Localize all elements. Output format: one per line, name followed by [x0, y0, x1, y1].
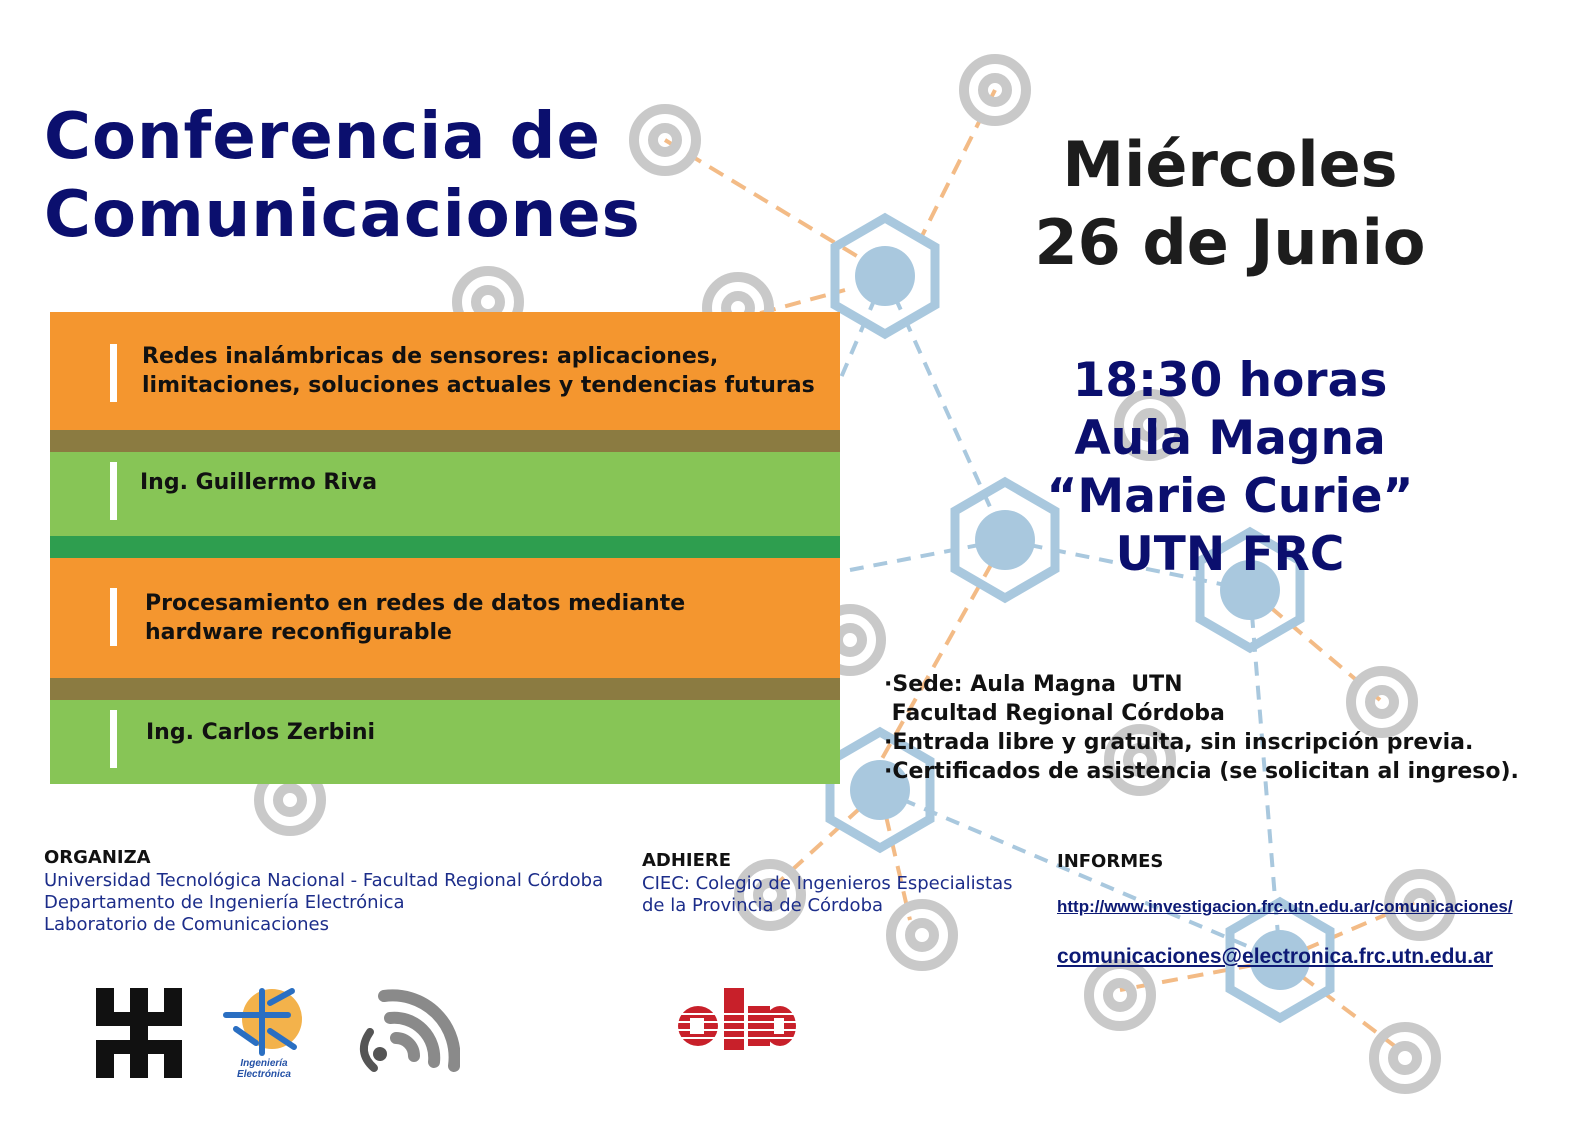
event-day: Miércoles — [1062, 128, 1398, 201]
speaker-2-name: Ing. Carlos Zerbini — [146, 720, 376, 745]
informes-heading: INFORMES — [1057, 851, 1164, 872]
ingenieria-electronica-label: Ingeniería Electrónica — [237, 1058, 291, 1080]
organiza-section — [44, 846, 603, 936]
program-list — [50, 312, 840, 784]
adhiere-section — [642, 849, 1013, 917]
title-line-2: Comunicaciones — [44, 178, 641, 252]
utn-logo — [96, 988, 182, 1078]
informes-email-link[interactable]: comunicaciones@electronica.frc.utn.edu.ar — [1057, 945, 1493, 968]
talk-2-title — [145, 589, 685, 647]
venue-name: “Marie Curie” — [1046, 469, 1414, 524]
event-full-date: 26 de Junio — [1034, 206, 1426, 279]
informes-section — [1057, 850, 1163, 874]
speaker-1-name: Ing. Guillermo Riva — [140, 470, 378, 495]
ciec-logo — [676, 984, 796, 1054]
talk-1-title — [142, 342, 815, 400]
event-notes — [884, 670, 1519, 786]
speaker-2 — [50, 700, 840, 784]
organiza-line: Laboratorio de Comunicaciones — [44, 914, 329, 935]
talk-1-title-line-2: limitaciones, soluciones actuales y tendencias futuras — [142, 373, 815, 398]
event-time: 18:30 horas — [1072, 353, 1388, 408]
speaker-1 — [50, 452, 840, 536]
informes-url-link[interactable]: http://www.investigacion.frc.utn.edu.ar/comunicaciones/ — [1057, 897, 1513, 916]
venue-hall: Aula Magna — [1074, 411, 1386, 466]
note-item: ·Certificados de asistencia (se solicitan al ingreso). — [884, 759, 1519, 784]
talk-2-title-line-1: Procesamiento en redes de datos mediante — [145, 591, 686, 616]
organiza-heading: ORGANIZA — [44, 847, 151, 868]
adhiere-line: CIEC: Colegio de Ingenieros Especialistas — [642, 873, 1013, 894]
talk-2 — [50, 558, 840, 678]
talk-2-marker — [110, 588, 117, 646]
talk-1-marker — [110, 344, 117, 402]
ingenieria-electronica-logo — [222, 985, 308, 1057]
organiza-line: Universidad Tecnológica Nacional - Facultad Regional Córdoba — [44, 870, 604, 891]
speaker-2-marker — [110, 710, 117, 768]
talk-1-title-line-1: Redes inalámbricas de sensores: aplicaciones, — [142, 344, 719, 369]
note-item: ·Entrada libre y gratuita, sin inscripción previa. — [884, 730, 1474, 755]
event-venue — [1000, 352, 1460, 584]
separator — [50, 678, 840, 700]
adhiere-heading: ADHIERE — [642, 850, 732, 871]
note-item: ·Sede: Aula Magna UTN — [884, 672, 1183, 697]
conference-title — [44, 98, 641, 254]
separator — [50, 536, 840, 558]
speaker-1-marker — [110, 462, 117, 520]
talk-2-title-line-2: hardware reconfigurable — [145, 620, 452, 645]
organiza-line: Departamento de Ingeniería Electrónica — [44, 892, 405, 913]
talk-1 — [50, 312, 840, 430]
wireless-signal-logo — [356, 982, 460, 1074]
title-line-1: Conferencia de — [44, 100, 601, 174]
separator — [50, 430, 840, 452]
event-date — [1000, 126, 1460, 282]
adhiere-line: de la Provincia de Córdoba — [642, 895, 884, 916]
venue-institution: UTN FRC — [1115, 527, 1345, 582]
note-item: Facultad Regional Córdoba — [884, 701, 1225, 726]
